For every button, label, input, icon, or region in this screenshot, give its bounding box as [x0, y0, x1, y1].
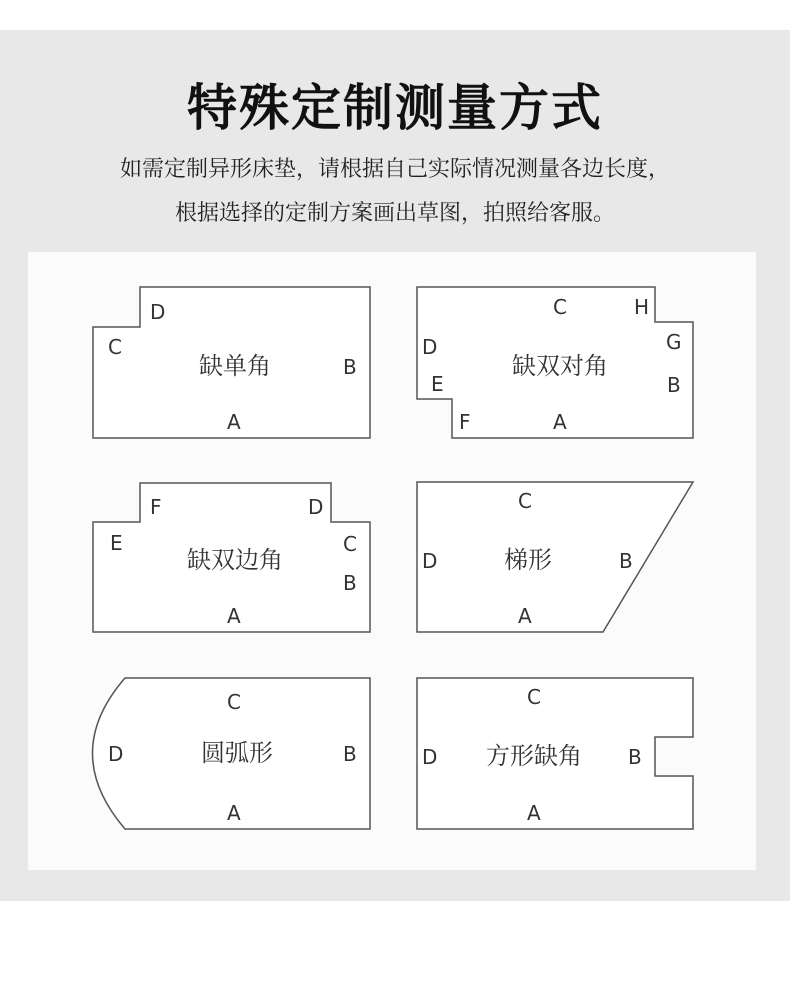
- label-a: A: [518, 604, 532, 628]
- label-b: B: [619, 549, 633, 573]
- label-b: B: [343, 355, 357, 379]
- label-h: H: [634, 295, 650, 319]
- shape-name: 圆弧形: [201, 739, 273, 767]
- label-g: G: [666, 330, 682, 354]
- label-a: A: [527, 801, 541, 825]
- label-b: B: [343, 571, 357, 595]
- label-e: E: [431, 372, 444, 396]
- shape-square-notch: [417, 678, 693, 829]
- label-d: D: [308, 495, 324, 519]
- label-f: F: [459, 410, 471, 434]
- label-d: D: [422, 549, 438, 573]
- label-c: C: [553, 295, 567, 319]
- shape-name: 梯形: [504, 546, 552, 574]
- description-line-1: 如需定制异形床垫，请根据自己实际情况测量各边长度，: [119, 157, 670, 182]
- label-a: A: [227, 801, 241, 825]
- label-c: C: [343, 532, 357, 556]
- shape-missing-one-corner: [93, 287, 370, 438]
- label-c: C: [518, 489, 532, 513]
- shape-name: 方形缺角: [486, 742, 582, 770]
- description-line-2: 根据选择的定制方案画出草图，拍照给客服。: [174, 201, 615, 226]
- label-b: B: [343, 742, 357, 766]
- shape-trapezoid: [417, 482, 693, 632]
- page-title: 特殊定制测量方式: [187, 79, 603, 137]
- label-a: A: [553, 410, 567, 434]
- shape-missing-two-side-corners: [93, 483, 370, 632]
- label-c: C: [108, 335, 122, 359]
- shape-name: 缺双对角: [512, 352, 608, 380]
- label-e: E: [110, 531, 123, 555]
- label-d: D: [150, 300, 166, 324]
- label-d: D: [422, 335, 438, 359]
- label-a: A: [227, 410, 241, 434]
- label-f: F: [150, 495, 162, 519]
- shape-arc: [93, 678, 371, 829]
- label-b: B: [628, 745, 642, 769]
- label-d: D: [108, 742, 124, 766]
- label-c: C: [227, 690, 241, 714]
- label-c: C: [527, 685, 541, 709]
- label-a: A: [227, 604, 241, 628]
- shape-name: 缺双边角: [187, 546, 283, 574]
- label-d: D: [422, 745, 438, 769]
- shape-name: 缺单角: [199, 352, 271, 380]
- shape-missing-opposite-corners: [417, 287, 693, 438]
- label-b: B: [667, 373, 681, 397]
